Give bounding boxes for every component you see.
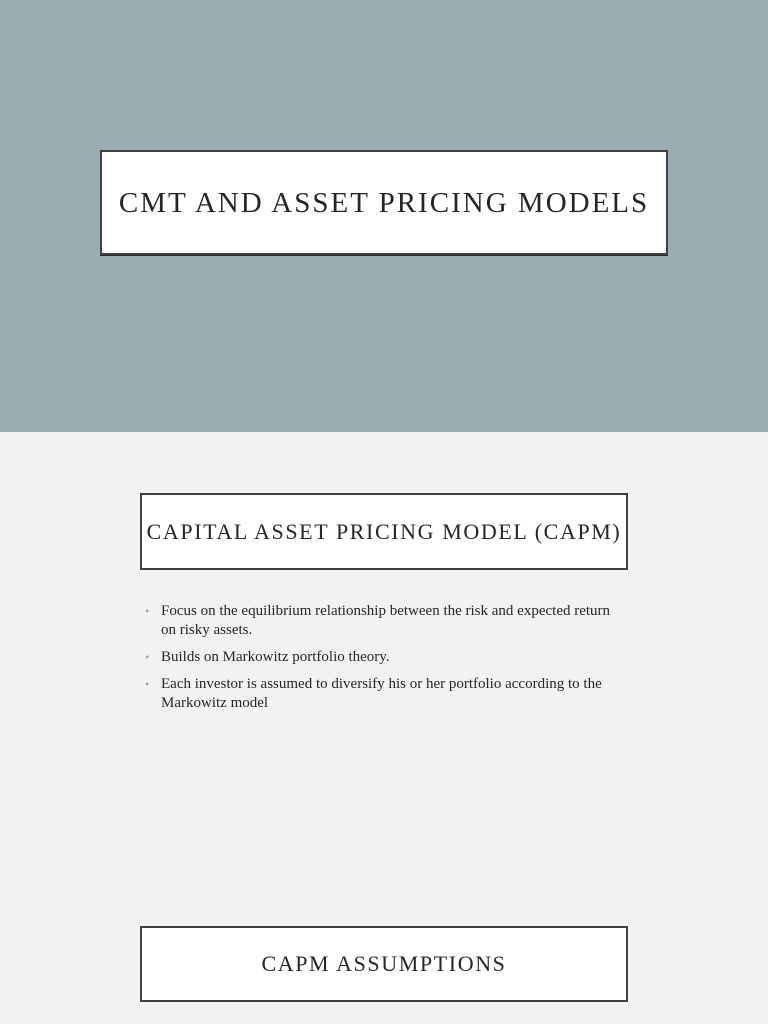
bullet-text: Focus on the equilibrium relationship between the risk and expected return on risky assets.	[161, 603, 611, 638]
bullet-icon: •	[145, 677, 150, 691]
capm-bullet-list	[145, 602, 620, 721]
bullet-icon: •	[145, 604, 150, 618]
capm-heading-box	[140, 493, 628, 570]
list-item	[145, 602, 620, 640]
capm-heading: CAPITAL ASSET PRICING MODEL (CAPM)	[146, 519, 622, 544]
bullet-text: Builds on Markowitz portfolio theory.	[161, 649, 390, 665]
bullet-text: Each investor is assumed to diversify his or her portfolio according to the Markowitz model	[161, 676, 602, 711]
bullet-icon: •	[145, 650, 150, 664]
title-slide-heading: CMT AND ASSET PRICING MODELS	[118, 186, 650, 219]
title-slide	[0, 0, 768, 432]
list-item	[145, 675, 620, 713]
list-item	[145, 648, 620, 667]
assumptions-heading: CAPM ASSUMPTIONS	[261, 951, 507, 976]
title-slide-heading-box	[100, 150, 668, 255]
assumptions-heading-box	[140, 926, 628, 1002]
